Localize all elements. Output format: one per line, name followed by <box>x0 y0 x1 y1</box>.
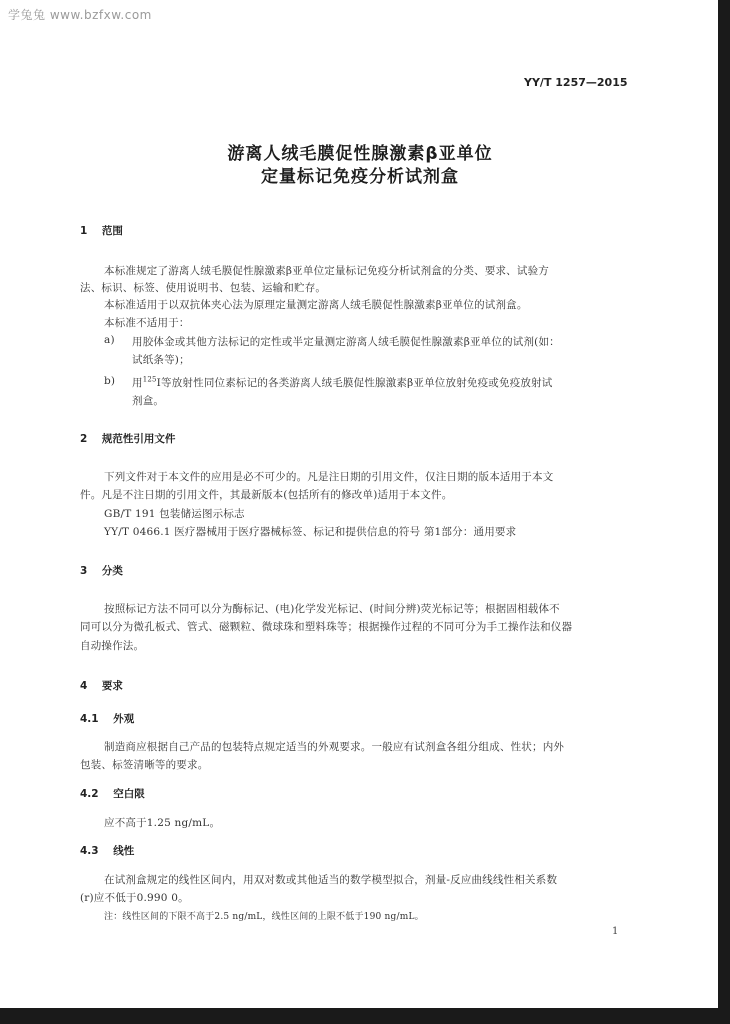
list-item-b-line-1 <box>132 375 553 390</box>
section-4-2-heading: 4.2 空白限 <box>80 788 145 800</box>
section-1-heading: 1 范围 <box>80 225 123 237</box>
section-4-3-paragraph-line-1: 在试剂盒规定的线性区间内，用双对数或其他适当的数学模型拟合，剂量-反应曲线线性相关系数 <box>104 874 558 886</box>
list-item-b-text: I等放射性同位素标记的各类游离人绒毛膜促性腺激素β亚单位放射免疫或免疫放射试 <box>156 377 553 389</box>
standard-code: YY/T 1257—2015 <box>524 76 628 89</box>
list-item-a-line-1: 用胶体金或其他方法标记的定性或半定量测定游离人绒毛膜促性腺激素β亚单位的试剂(如： <box>132 336 560 348</box>
section-4-heading: 4 要求 <box>80 680 123 692</box>
list-item-b-label: b) <box>104 375 116 387</box>
document-title-line-1: 游离人绒毛膜促性腺激素β亚单位 <box>227 144 493 164</box>
section-4-1-paragraph-line-1: 制造商应根据自己产品的包装特点规定适当的外观要求。一般应有试剂盒各组分组成、性状；内外 <box>104 741 565 753</box>
section-4-3-note: 注：线性区间的下限不高于2.5 ng/mL，线性区间的上限不低于190 ng/mL。 <box>104 912 424 922</box>
section-2-heading: 2 规范性引用文件 <box>80 433 176 445</box>
section-4-3-heading: 4.3 线性 <box>80 845 135 857</box>
watermark-text: 学兔兔 www.bzfxw.com <box>8 8 152 22</box>
section-4-1-paragraph-line-2: 包装、标签清晰等的要求。 <box>80 759 209 771</box>
section-1-paragraph-3: 本标准不适用于： <box>104 317 190 329</box>
page-number: 1 <box>612 926 619 937</box>
section-4-1-heading: 4.1 外观 <box>80 713 135 725</box>
list-item-a-label: a) <box>104 334 115 346</box>
section-3-heading: 3 分类 <box>80 565 123 577</box>
scan-border-right <box>718 0 730 1024</box>
section-1-paragraph-2: 本标准适用于以双抗体夹心法为原理定量测定游离人绒毛膜促性腺激素β亚单位的试剂盒。 <box>104 299 528 311</box>
section-3-paragraph-line-3: 自动操作法。 <box>80 640 145 652</box>
section-2-paragraph-line-1: 下列文件对于本文件的应用是必不可少的。凡是注日期的引用文件，仅注日期的版本适用于本文 <box>104 471 554 483</box>
list-item-b-line-2: 剂盒。 <box>132 395 165 407</box>
section-4-2-paragraph: 应不高于1.25 ng/mL。 <box>104 817 221 829</box>
list-item-a-line-2: 试纸条等)； <box>132 354 190 366</box>
list-item-b-prefix: 用 <box>132 377 143 389</box>
section-1-paragraph-1-line-2: 法、标识、标签、使用说明书、包装、运输和贮存。 <box>80 282 327 294</box>
scan-border-bottom <box>0 1008 730 1024</box>
section-1-paragraph-1-line-1: 本标准规定了游离人绒毛膜促性腺激素β亚单位定量标记免疫分析试剂盒的分类、要求、试验方 <box>104 265 549 277</box>
normative-reference-2: YY/T 0466.1 医疗器械用于医疗器械标签、标记和提供信息的符号 第1部分：通用要求 <box>104 526 517 538</box>
section-2-paragraph-line-2: 件。凡是不注日期的引用文件，其最新版本(包括所有的修改单)适用于本文件。 <box>80 489 453 501</box>
section-3-paragraph-line-2: 同可以分为微孔板式、管式、磁颗粒、微球珠和塑料珠等；根据操作过程的不同可分为手工操作法和仪器 <box>80 621 573 633</box>
normative-reference-1: GB/T 191 包装储运图示标志 <box>104 508 245 520</box>
document-title-line-2: 定量标记免疫分析试剂盒 <box>261 167 459 187</box>
section-4-3-paragraph-line-2: (r)应不低于0.990 0。 <box>80 892 189 904</box>
section-3-paragraph-line-1: 按照标记方法不同可以分为酶标记、(电)化学发光标记、(时间分辨)荧光标记等；根据固相载体不 <box>104 603 560 615</box>
isotope-mass-number: 125 <box>142 375 157 384</box>
